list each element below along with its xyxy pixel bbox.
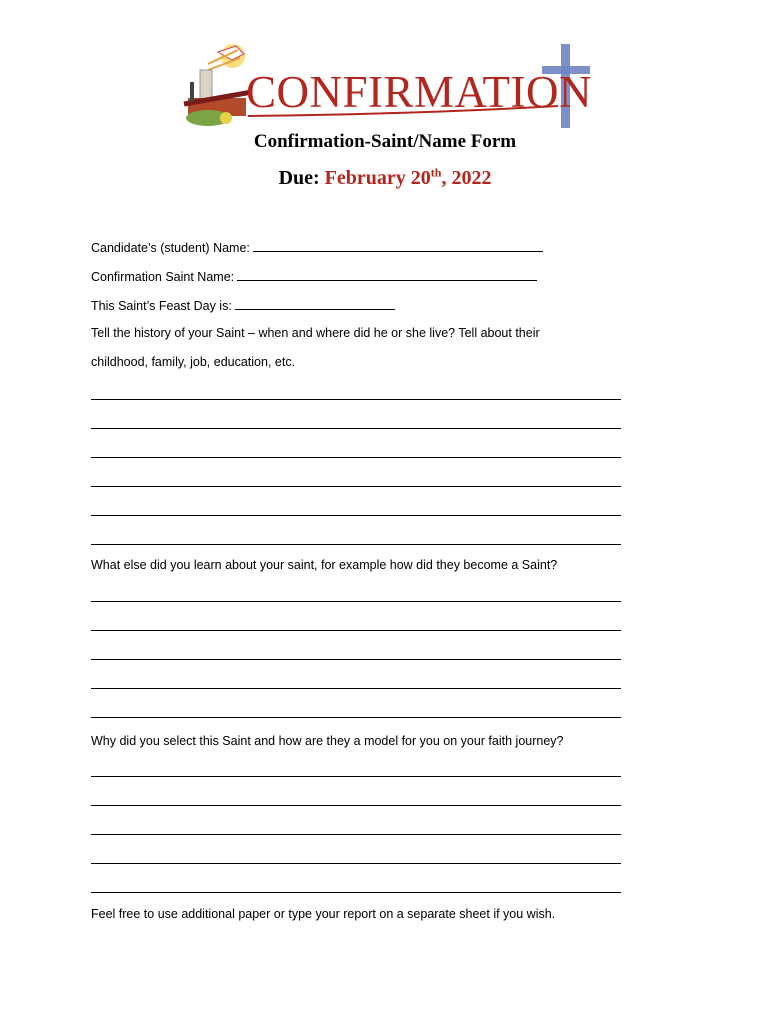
learn-answer-line[interactable] (91, 601, 621, 602)
form-title: Confirmation-Saint/Name Form (253, 131, 517, 152)
saint-name-label: Confirmation Saint Name: (91, 270, 235, 284)
candidate-name-blank[interactable] (253, 239, 543, 252)
history-answer-line[interactable] (91, 428, 621, 429)
history-answer-line[interactable] (91, 544, 621, 545)
candidate-name-label: Candidate’s (student) Name: (91, 241, 250, 255)
history-question-line1: Tell the history of your Saint – when and where did he or she live? Tell about their (91, 326, 540, 340)
feast-day-blank[interactable] (235, 297, 395, 310)
due-date-line (0, 167, 770, 190)
why-answer-line[interactable] (91, 863, 621, 864)
history-answer-line[interactable] (91, 486, 621, 487)
why-answer-line[interactable] (91, 776, 621, 777)
feast-day-label: This Saint’s Feast Day is: (91, 299, 232, 313)
footer-note: Feel free to use additional paper or type your report on a separate sheet if you wish. (91, 907, 556, 921)
why-question: Why did you select this Saint and how are they a model for you on your faith journey? (91, 734, 564, 748)
learn-answer-line[interactable] (91, 659, 621, 660)
banner-title: CONFIRMATION (246, 67, 593, 117)
learn-question: What else did you learn about your saint, for example how did they become a Saint? (91, 558, 558, 572)
history-answer-line[interactable] (91, 515, 621, 516)
learn-answer-line[interactable] (91, 688, 621, 689)
saint-name-field[interactable] (91, 268, 537, 284)
confirmation-banner (178, 40, 592, 132)
due-label: Due: (278, 167, 320, 189)
why-answer-line[interactable] (91, 805, 621, 806)
why-answer-line[interactable] (91, 834, 621, 835)
learn-answer-line[interactable] (91, 717, 621, 718)
history-answer-line[interactable] (91, 457, 621, 458)
candidate-name-field[interactable] (91, 239, 543, 255)
feast-day-field[interactable] (91, 297, 395, 313)
due-date: February 20th, 2022 (324, 165, 492, 189)
history-question-line2: childhood, family, job, education, etc. (91, 355, 296, 369)
saint-name-blank[interactable] (237, 268, 537, 281)
why-answer-line[interactable] (91, 892, 621, 893)
history-answer-line[interactable] (91, 399, 621, 400)
learn-answer-line[interactable] (91, 630, 621, 631)
